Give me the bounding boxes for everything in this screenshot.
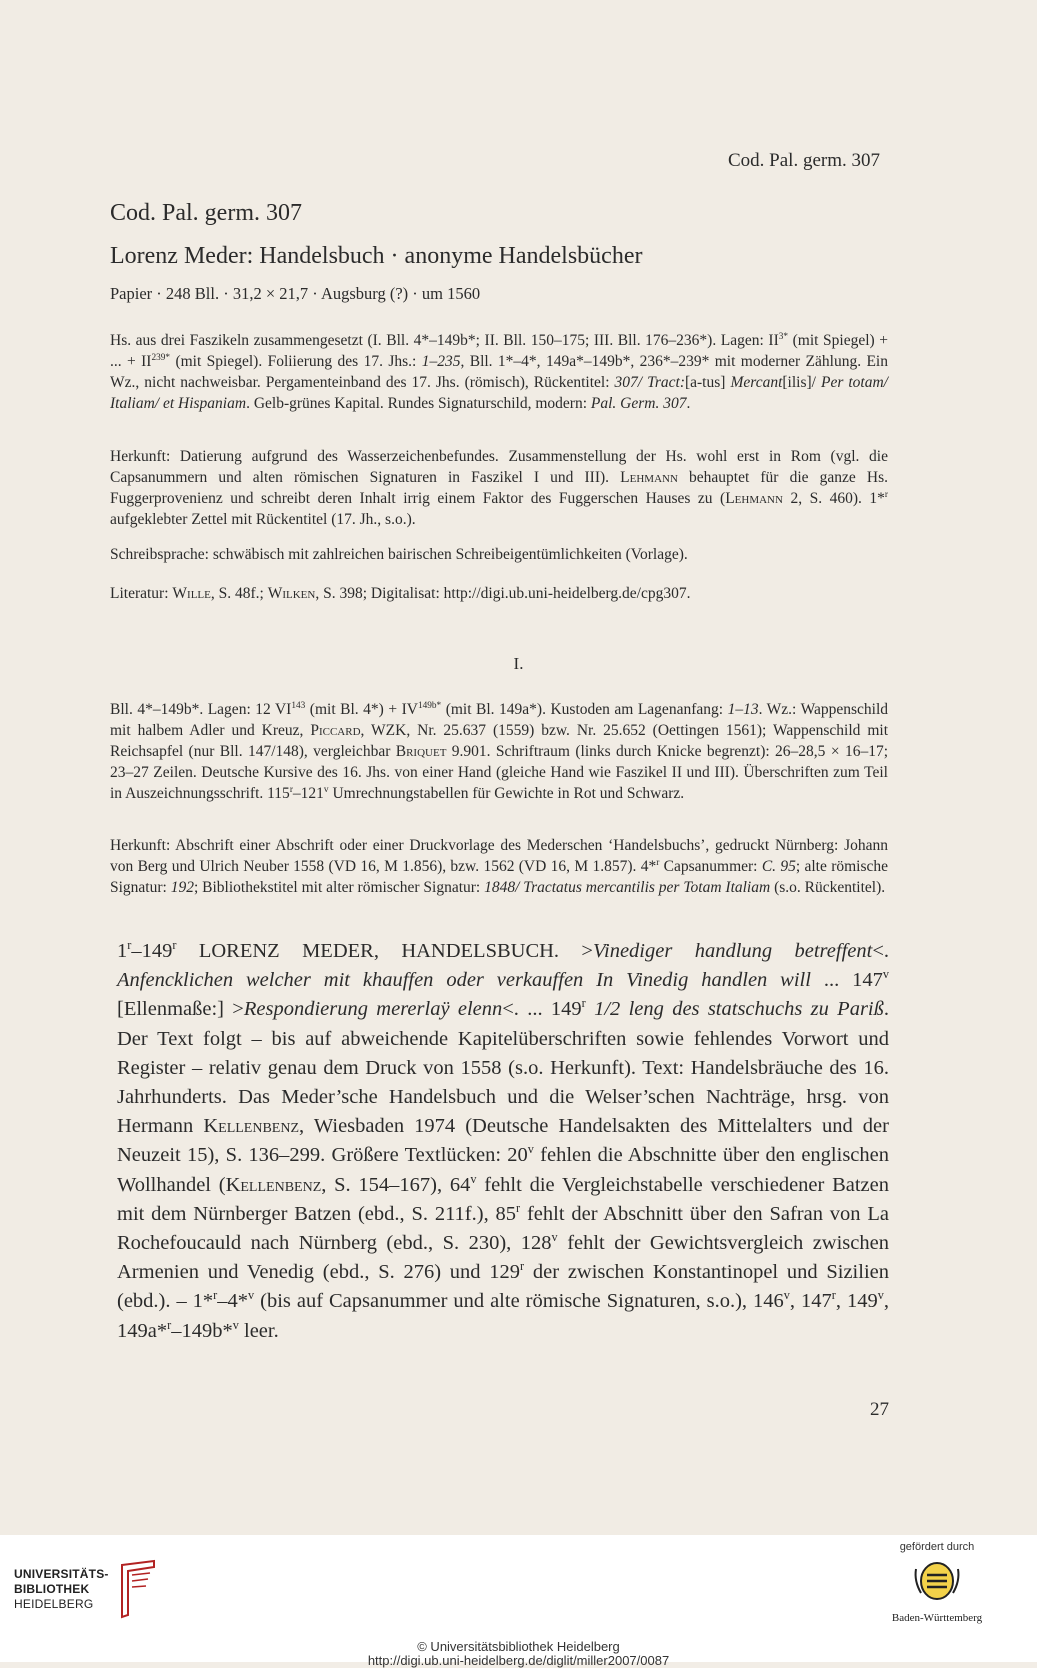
page-subtitle: Lorenz Meder: Handelsbuch · anonyme Handelsbücher	[110, 243, 643, 269]
copyright-text: © Universitätsbibliothek Heidelberg	[417, 1639, 620, 1654]
language-paragraph: Schreibsprache: schwäbisch mit zahlreichen bairischen Schreibeigentümlichkeiten (Vorlage).	[110, 546, 688, 563]
description-paragraph: Hs. aus drei Faszikeln zusammengesetzt (I. Bll. 4*–149b*; II. Bll. 150–175; III. Bll. 176–236*). Lagen: $II^{3*}$ (mit Spiegel) + ... + $II^{239*}$ (mit Spiegel). Foliierung des 17. Jhs.: 1–235, Bll. 1*–4*, 149a*–149b*, 236*–239* mit moderner Zählung. Ein Wz., nicht nachweisbar. Pergamenteinband des 17. Jhs. (römisch), Rückentitel: 307/ Tract:[a-tus] Mercant[ilis]/ Per totam/ Italiam/ et Hispaniam. Gelb-grünes Kapital. Rundes Signaturschild, modern: Pal. Germ. 307.	[110, 331, 888, 412]
library-logo[interactable]	[14, 1555, 164, 1635]
main-text: 1$^r$–149$^r$ LORENZ MEDER, HANDELSBUCH. >Vinediger handlung betreffent<. Anfencklichen welcher mit khauffen oder verkauffen In Vinedig handlen will ... 147$^v$ [Ellenmaße:] >Respondierung mererlaÿ elenn<. ... 149$^r$ 1/2 leng des statschuchs zu Pariß. Der Text folgt – bis auf abweichende Kapitelüberschriften sowie fehlendes Vorwort und Register – relativ genau dem Druck von 1558 (s.o. Herkunft). Text: Handelsbräuche des 16. Jahrhunderts. Das Meder’sche Handelsbuch und die Welser’schen Nachträge, hrsg. von Hermann Kellenbenz, Wiesbaden 1974 (Deutsche Handelsakten des Mittelalters und der Neuzeit 15), S. 136–299. Größere Textlücken: 20$^v$ fehlen die Abschnitte über den englischen Wollhandel (Kellenbenz, S. 154–167), 64$^v$ fehlt die Vergleichstabelle verschiedener Batzen mit dem Nürnberger Batzen (ebd., S. 211f.), 85$^r$ fehlt der Abschnitt über den Safran von La Rochefoucauld nach Nürnberg (ebd., S. 230), 128$^v$ fehlt der Gewichtsvergleich zwischen Armenien und Venedig (ebd., S. 276) und 129$^r$ der zwischen Konstantinopel und Sizilien (ebd.). – 1*$^r$–4*$^v$ (bis auf Capsanummer und alte römische Signaturen, s.o.), 146$^v$, 147$^r$, 149$^v$, 149a*$^r$–149b*$^v$ leer.	[117, 938, 890, 1342]
fascicle-description: Bll. 4*–149b*. Lagen: 12 VI$^{143}$ (mit Bl. $4*) + IV^{149b*}$ (mit Bl. 149a*). Kustoden am Lagenanfang: 1–13. Wz.: Wappenschild mit halbem Adler und Kreuz, Piccard, WZK, Nr. 25.637 (1559) bzw. Nr. 25.652 (Oettingen 1561); Wappenschild mit Reichsapfel (nur Bll. 147/148), vergleichbar Briquet 9.901. Schriftraum (links durch Knicke begrenzt): 26–28,5 × 16–17; 23–27 Zeilen. Deutsche Kursive des 16. Jhs. von einer Hand (gleiche Hand wie Faszikel II und III). Überschriften zum Teil in Auszeichnungsschrift. 115$^r$–121$^v$ Umrechnungstabellen für Gewichte in Rot und Schwarz.	[110, 700, 889, 802]
library-emblem-icon	[118, 1559, 158, 1619]
provenance-paragraph: Herkunft: Datierung aufgrund des Wasserzeichenbefundes. Zusammenstellung der Hs. wohl erst in Rom (vgl. die Capsanummern und alten römischen Signaturen in Faszikel I und III). Lehmann behauptet für die ganze Hs. Fuggerprovenienz und schreibt deren Inhalt irrig einem Faktor des Fuggerschen Hauses zu (Lehmann 2, S. 460). 1*$^r$ aufgeklebter Zettel mit Rückentitel (17. Jh., s.o.).	[110, 448, 888, 528]
page-title: Cod. Pal. germ. 307	[110, 200, 302, 226]
library-name-line1: UNIVERSITÄTS-	[14, 1567, 109, 1581]
funder-name: Baden-Württemberg	[891, 1612, 983, 1624]
funded-by-label: gefördert durch	[899, 1541, 975, 1553]
coat-of-arms-icon	[912, 1559, 962, 1603]
fascicle-provenance: Herkunft: Abschrift einer Abschrift oder einer Druckvorlage des Mederschen ‘Handelsbuchs’, gedruckt Nürnberg: Johann von Berg und Ulrich Neuber 1558 (VD 16, M 1.856), bzw. 1562 (VD 16, M 1.857). 4*$^r$ Capsanummer: C. 95; alte römische Signatur: 192; Bibliothekstitel mit alter römischer Signatur: 1848/ Tractatus mercantilis per Totam Italiam (s.o. Rückentitel).	[110, 837, 889, 896]
section-number: I.	[513, 654, 524, 673]
funder-block	[877, 1541, 997, 1624]
source-url-link[interactable]: http://digi.ub.uni-heidelberg.de/diglit/miller2007/0087	[367, 1653, 670, 1668]
library-name-line2: BIBLIOTHEK	[14, 1582, 90, 1596]
running-head: Cod. Pal. germ. 307	[728, 150, 880, 171]
codex-metadata: Papier · 248 Bll. · 31,2 × 21,7 · Augsburg (?) · um 1560	[110, 284, 481, 303]
footer	[0, 1535, 1037, 1668]
library-name-line3: HEIDELBERG	[14, 1597, 94, 1611]
page-number: 27	[870, 1399, 889, 1420]
literature-paragraph: Literatur: Wille, S. 48f.; Wilken, S. 398; Digitalisat: http://digi.ub.uni-heidelberg.de/cpg307.	[110, 585, 691, 602]
